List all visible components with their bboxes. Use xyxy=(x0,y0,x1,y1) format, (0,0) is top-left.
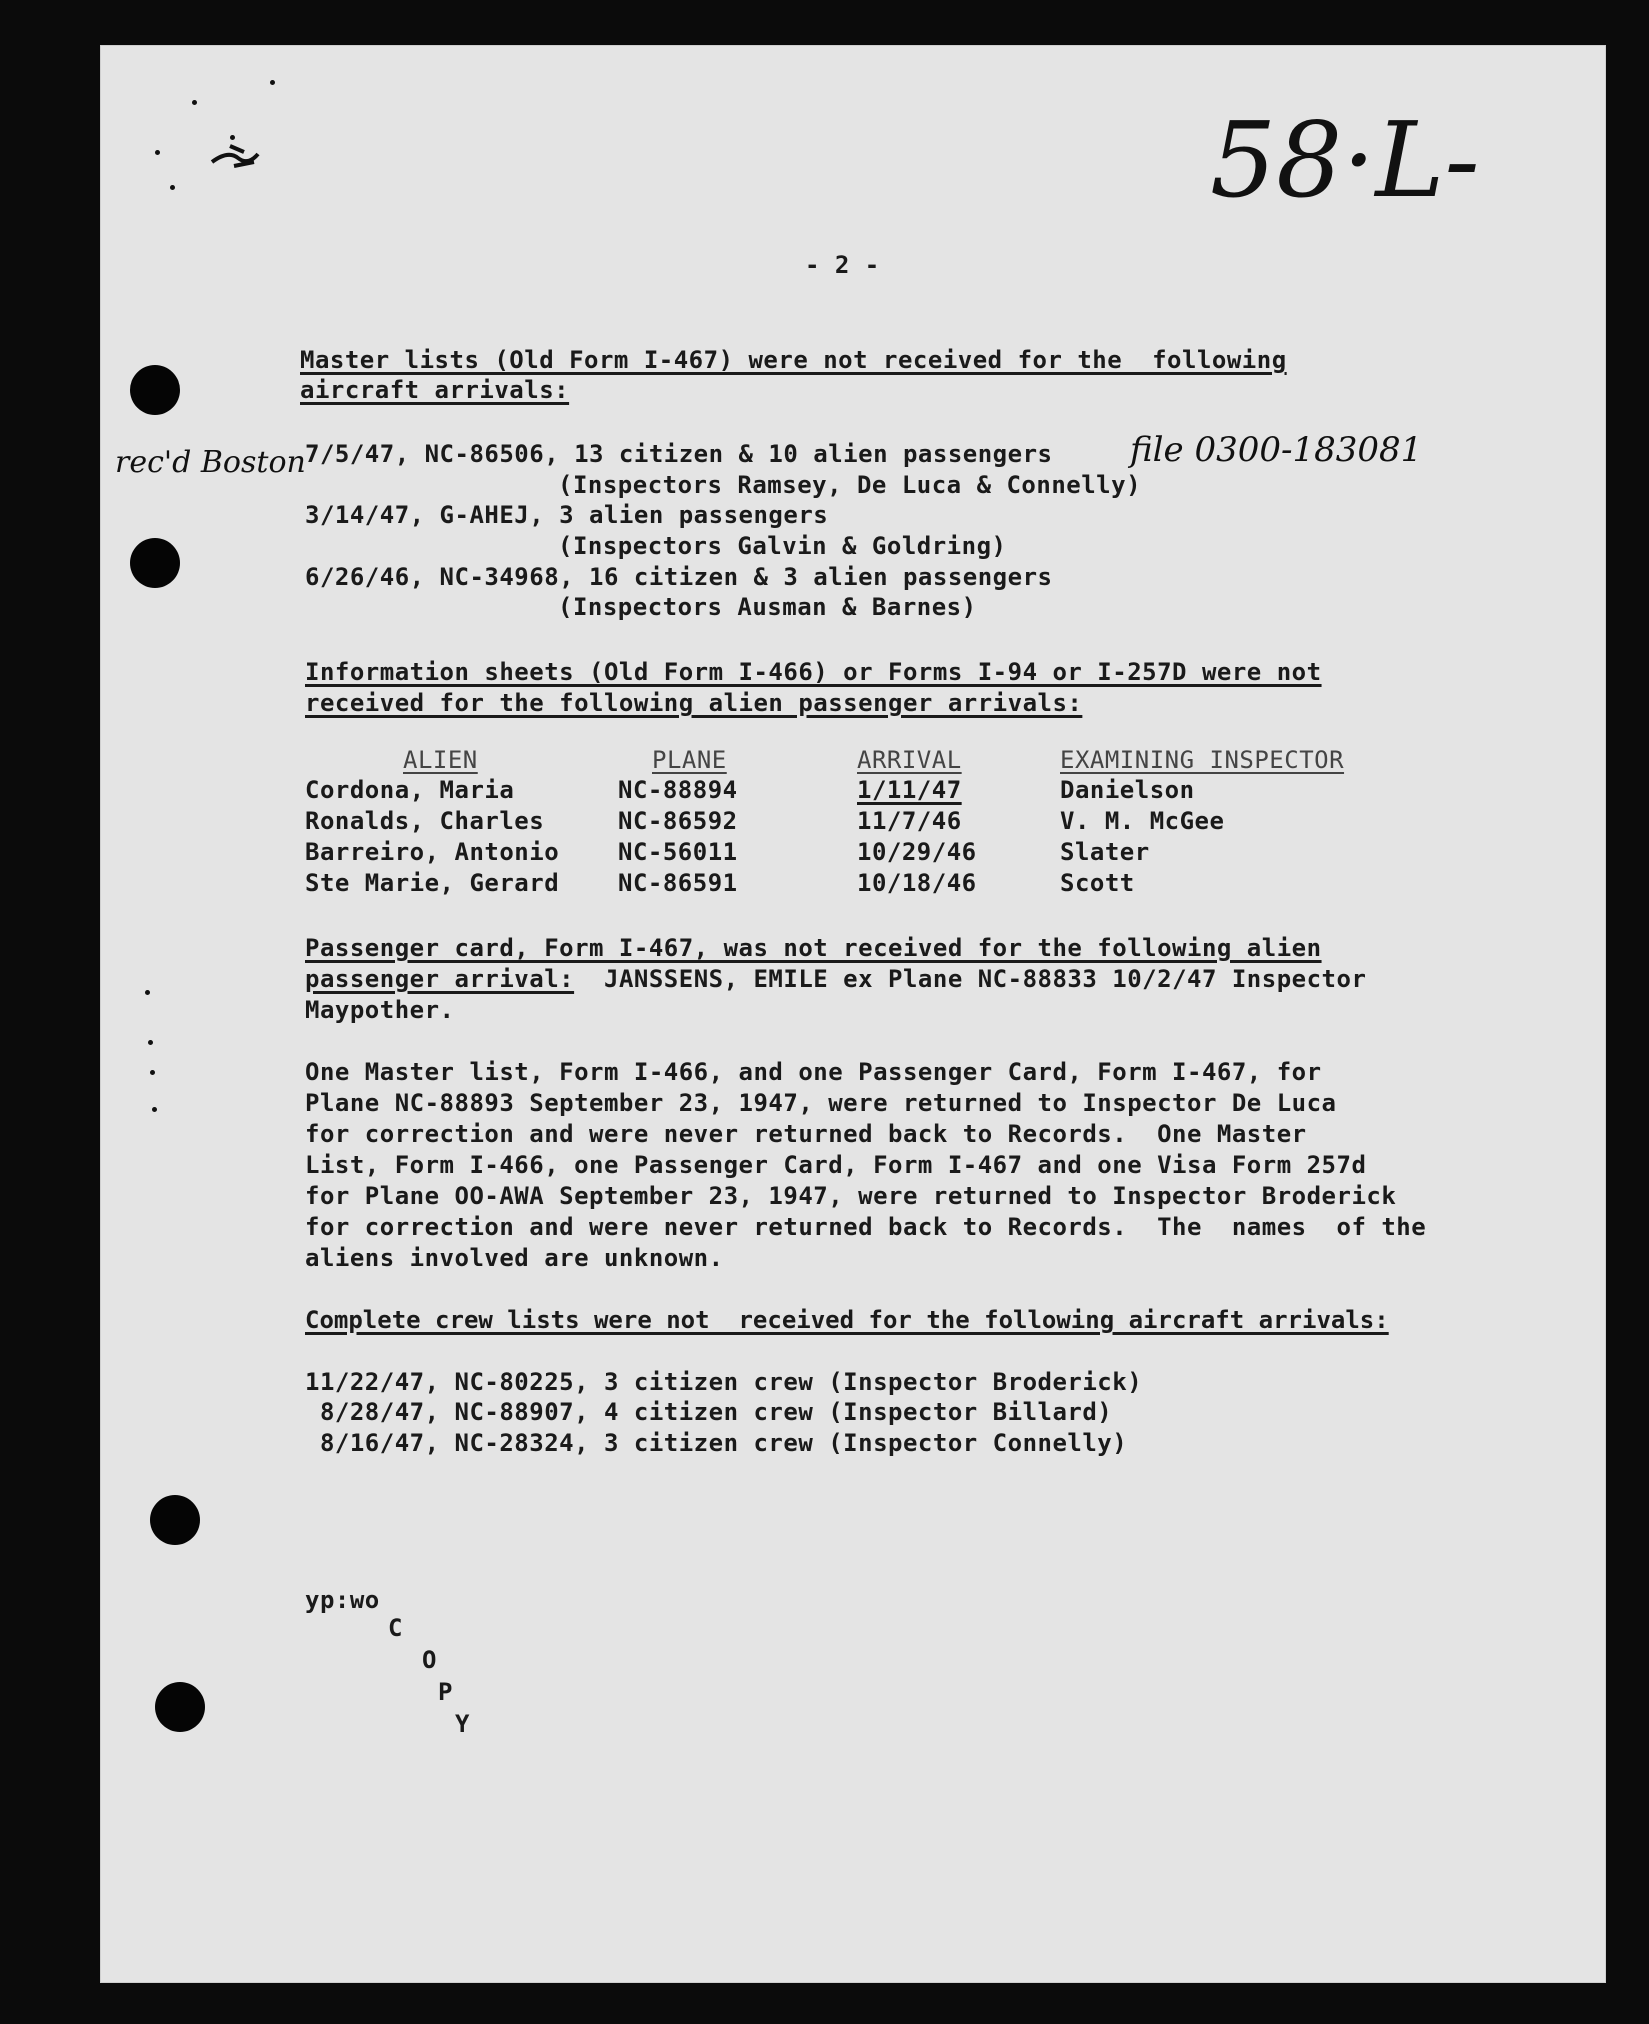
column-header-alien: ALIEN xyxy=(403,746,478,774)
table-cell: 10/18/46 xyxy=(857,869,977,897)
paragraph-line: Plane NC-88893 September 23, 1947, were returned to Inspector De Luca xyxy=(305,1089,1337,1117)
punch-hole xyxy=(150,1495,200,1545)
copy-letter: Y xyxy=(455,1710,470,1738)
arrival-inspectors: (Inspectors Ausman & Barnes) xyxy=(558,593,977,621)
speck xyxy=(145,990,150,995)
column-header-arrival: ARRIVAL xyxy=(857,746,962,774)
table-cell: Ste Marie, Gerard xyxy=(305,869,560,897)
section3-heading-end: passenger arrival: xyxy=(305,965,575,993)
crew-entry: 11/22/47, NC-80225, 3 citizen crew (Inspector Broderick) xyxy=(305,1368,1143,1396)
speck xyxy=(152,1107,157,1112)
speck xyxy=(148,1040,153,1045)
paragraph-line: List, Form I-466, one Passenger Card, Form I-467 and one Visa Form 257d xyxy=(305,1151,1367,1179)
arrival-inspectors: (Inspectors Ramsey, De Luca & Connelly) xyxy=(558,471,1142,499)
paragraph-line: for correction and were never returned back to Records. The names of the xyxy=(305,1213,1427,1241)
section3-line xyxy=(305,964,1366,994)
section1-heading: Master lists (Old Form I-467) were not received for the following xyxy=(300,346,1287,374)
table-cell: Slater xyxy=(1060,838,1150,866)
speck xyxy=(270,80,275,85)
arrival-entry: 3/14/47, G-AHEJ, 3 alien passengers xyxy=(305,501,829,529)
table-cell: 11/7/46 xyxy=(857,807,962,835)
paragraph-line: for correction and were never returned back to Records. One Master xyxy=(305,1120,1307,1148)
table-cell: Scott xyxy=(1060,869,1135,897)
punch-hole xyxy=(130,538,180,588)
document-page xyxy=(100,45,1606,1983)
copy-letter: C xyxy=(388,1614,403,1642)
section2-heading: Information sheets (Old Form I-466) or Forms I-94 or I-257D were not xyxy=(305,658,1322,686)
table-cell: NC-86591 xyxy=(618,869,738,897)
table-cell: Cordona, Maria xyxy=(305,776,515,804)
arrival-entry: 6/26/46, NC-34968, 16 citizen & 3 alien passengers xyxy=(305,563,1053,591)
section1-heading: aircraft arrivals: xyxy=(300,376,570,404)
ink-mark xyxy=(210,140,260,170)
table-cell: Danielson xyxy=(1060,776,1195,804)
table-cell: NC-56011 xyxy=(618,838,738,866)
file-note: file 0300-183081 xyxy=(1130,430,1423,470)
table-cell: NC-88894 xyxy=(618,776,738,804)
table-cell: V. M. McGee xyxy=(1060,807,1225,835)
page-number: - 2 - xyxy=(805,251,880,279)
paragraph-line: for Plane OO-AWA September 23, 1947, were returned to Inspector Broderick xyxy=(305,1182,1397,1210)
section3-detail: JANSSENS, EMILE ex Plane NC-88833 10/2/47 Inspector xyxy=(574,965,1367,993)
column-header-plane: PLANE xyxy=(652,746,727,774)
paragraph-line: One Master list, Form I-466, and one Passenger Card, Form I-467, for xyxy=(305,1058,1322,1086)
section3-line: Maypother. xyxy=(305,996,455,1024)
punch-hole xyxy=(130,365,180,415)
table-cell: Barreiro, Antonio xyxy=(305,838,560,866)
table-cell: 1/11/47 xyxy=(857,776,962,804)
column-header-inspector: EXAMINING INSPECTOR xyxy=(1060,746,1345,774)
crew-entry: 8/16/47, NC-28324, 3 citizen crew (Inspector Connelly) xyxy=(305,1429,1128,1457)
speck xyxy=(192,100,197,105)
speck xyxy=(155,150,160,155)
table-cell: NC-86592 xyxy=(618,807,738,835)
copy-letter: O xyxy=(422,1646,437,1674)
arrival-entry: 7/5/47, NC-86506, 13 citizen & 10 alien passengers xyxy=(305,440,1053,468)
table-cell: Ronalds, Charles xyxy=(305,807,545,835)
section5-heading: Complete crew lists were not received for the following aircraft arrivals: xyxy=(305,1306,1389,1334)
section3-heading: Passenger card, Form I-467, was not received for the following alien xyxy=(305,934,1322,962)
speck xyxy=(150,1070,155,1075)
crew-entry: 8/28/47, NC-88907, 4 citizen crew (Inspector Billard) xyxy=(305,1398,1113,1426)
typist-initials: yp:wo xyxy=(305,1586,380,1614)
table-cell: 10/29/46 xyxy=(857,838,977,866)
arrival-inspectors: (Inspectors Galvin & Goldring) xyxy=(558,532,1007,560)
handwritten-folio: 58·L- xyxy=(1210,99,1480,221)
speck xyxy=(170,185,175,190)
copy-letter: P xyxy=(438,1678,453,1706)
section2-heading: received for the following alien passenger arrivals: xyxy=(305,689,1083,717)
punch-hole xyxy=(155,1682,205,1732)
margin-note: rec'd Boston xyxy=(115,445,306,480)
paragraph-line: aliens involved are unknown. xyxy=(305,1244,724,1272)
